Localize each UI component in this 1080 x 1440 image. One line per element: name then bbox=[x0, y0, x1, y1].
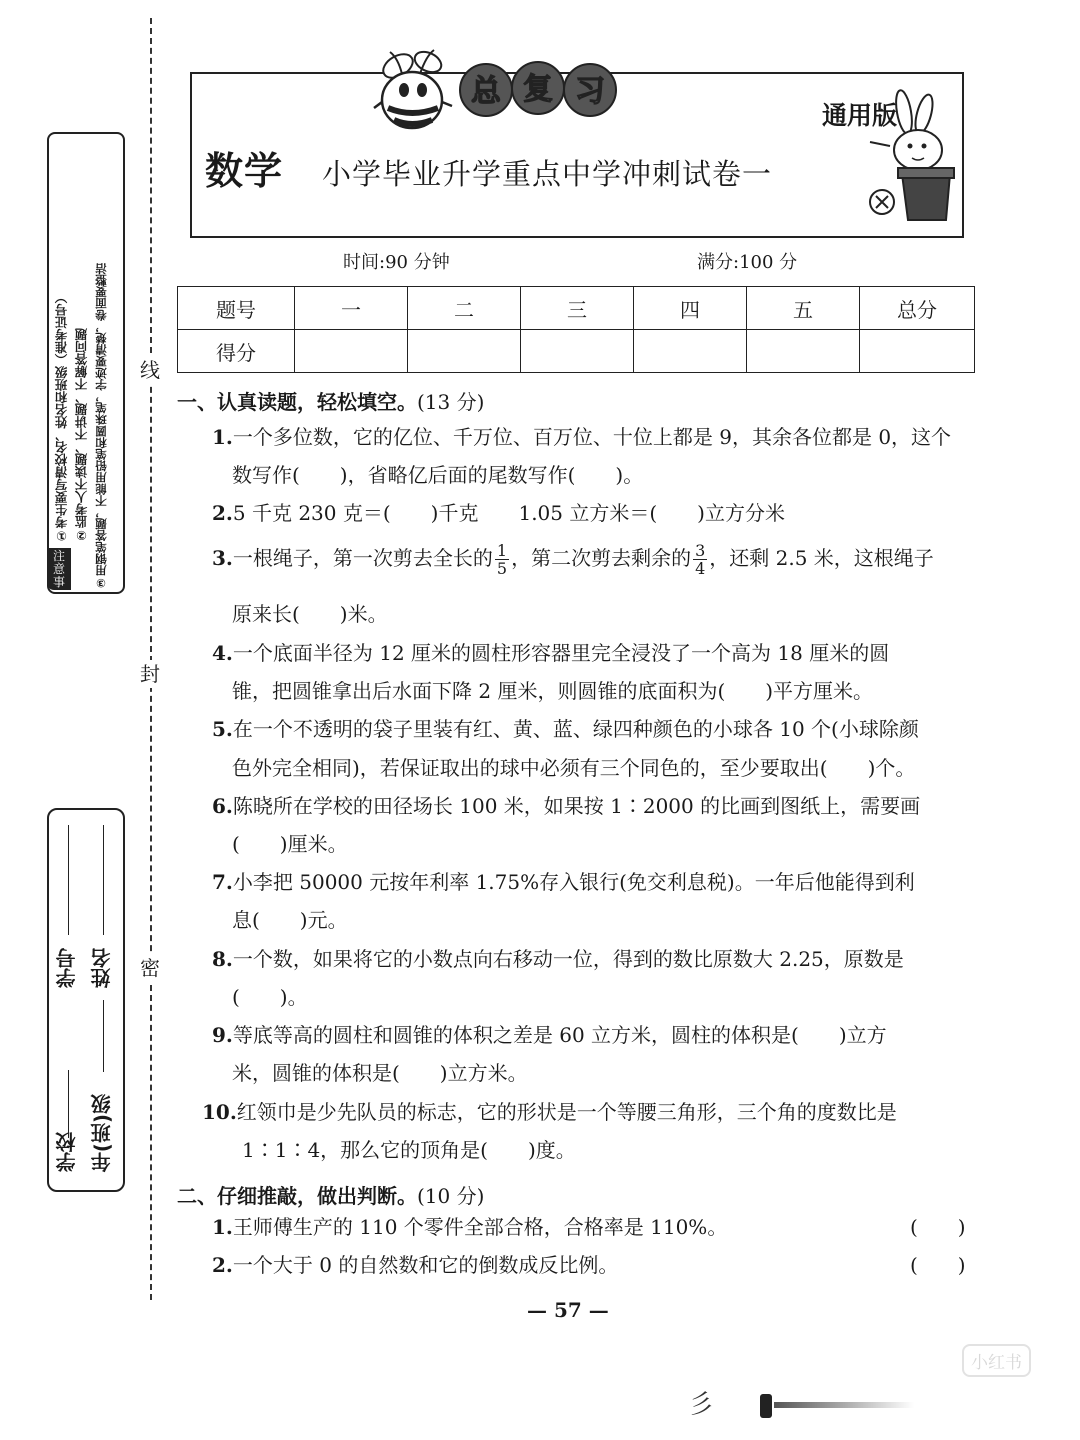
exam-time: 时间:90 分钟 bbox=[343, 252, 450, 273]
question-3-line-1: 3.一根绳子，第一次剪去全长的 $\frac{1}{5}$ ，第二次剪去剩余的 $\frac{3}{4}$ ，还剩 2.5 米，这根绳子 bbox=[212, 541, 934, 578]
question-7-line-1: 7.小李把 50000 元按年利率 1.75%存入银行(免交利息税)。一年后他能得到利 bbox=[212, 870, 915, 894]
judge-answer-2[interactable]: ( ) bbox=[910, 1253, 966, 1277]
binding-char-secret: 密 bbox=[140, 956, 160, 980]
table-cell: 总分 bbox=[860, 287, 975, 330]
question-3-line-2: 原来长( )米。 bbox=[232, 602, 388, 626]
rabbit-mascot-icon bbox=[862, 86, 958, 226]
score-blank-cell[interactable] bbox=[634, 330, 747, 373]
table-cell: 得分 bbox=[178, 330, 295, 373]
school-blank bbox=[68, 1070, 69, 1138]
question-9-line-1: 9.等底等高的圆柱和圆锥的体积之差是 60 立方米，圆柱的体积是( )立方 bbox=[212, 1023, 887, 1047]
notice-title: 注 意 事 bbox=[47, 548, 71, 590]
grade-class-blank bbox=[103, 1000, 104, 1072]
badge-char-1: 总 bbox=[471, 74, 501, 109]
notice-line-3: ③用钢笔答题，不能用铅笔和圆珠笔，字迹要清楚，卷面要整洁 bbox=[94, 262, 108, 590]
question-7-line-2: 息( )元。 bbox=[232, 908, 348, 932]
question-1-line-2: 数写作( )，省略亿后面的尾数写作( )。 bbox=[232, 463, 644, 487]
score-blank-cell[interactable] bbox=[295, 330, 408, 373]
table-cell: 题号 bbox=[178, 287, 295, 330]
question-5-line-2: 色外完全相同)，若保证取出的球中必须有三个同色的，至少要取出( )个。 bbox=[232, 756, 916, 780]
question-2: 2.5 千克 230 克＝( )千克 1.05 立方米＝( )立方分米 bbox=[212, 501, 785, 525]
judge-answer-1[interactable]: ( ) bbox=[910, 1215, 966, 1239]
table-cell: 四 bbox=[634, 287, 747, 330]
fraction-one-fifth: $\frac{1}{5}$ bbox=[496, 541, 508, 578]
score-blank-cell[interactable] bbox=[521, 330, 634, 373]
name-blank bbox=[103, 825, 104, 935]
question-5-line-1: 5.在一个不透明的袋子里装有红、黄、蓝、绿四种颜色的小球各 10 个(小球除颜 bbox=[212, 717, 919, 741]
judge-question-2: 2.一个大于 0 的自然数和它的倒数成反比例。 bbox=[212, 1253, 619, 1277]
question-10-line-2: 1∶1∶4，那么它的顶角是( )度。 bbox=[242, 1138, 576, 1162]
notice-line-1: ①考生要写清校名、姓名和班级（准考证号） bbox=[54, 290, 69, 543]
school-label: 学校 bbox=[55, 1132, 79, 1172]
score-blank-cell[interactable] bbox=[408, 330, 521, 373]
student-no-label: 学号 bbox=[55, 948, 79, 988]
footer-glyph: 彡 bbox=[688, 1390, 715, 1420]
question-1-line-1: 1.一个多位数，它的亿位、千万位、百万位、十位上都是 9，其余各位都是 0，这个 bbox=[212, 425, 952, 449]
page-number: — 57 — bbox=[527, 1298, 609, 1322]
badge-char-2: 复 bbox=[523, 72, 553, 107]
bee-mascot-icon bbox=[368, 44, 620, 136]
table-cell: 一 bbox=[295, 287, 408, 330]
edition-label: 通用版 bbox=[822, 101, 898, 130]
section-1-title: 一、认真读题，轻松填空。(13 分) bbox=[177, 390, 485, 414]
question-6-line-1: 6.陈晓所在学校的田径场长 100 米，如果按 1∶2000 的比画到图纸上，需要画 bbox=[212, 794, 921, 818]
watermark-logo: 小红书 bbox=[962, 1344, 1031, 1377]
badge-char-3: 习 bbox=[575, 74, 605, 109]
question-10-line-1: 10.红领巾是少先队员的标志，它的形状是一个等腰三角形，三个角的度数比是 bbox=[202, 1100, 897, 1124]
question-9-line-2: 米，圆锥的体积是( )立方米。 bbox=[232, 1061, 528, 1085]
binding-char-line: 线 bbox=[140, 358, 160, 382]
table-cell: 三 bbox=[521, 287, 634, 330]
full-score: 满分:100 分 bbox=[697, 252, 798, 273]
table-cell: 二 bbox=[408, 287, 521, 330]
progress-fade-bar bbox=[740, 1388, 920, 1422]
score-blank-cell[interactable] bbox=[747, 330, 860, 373]
section-2-title: 二、仔细推敲，做出判断。(10 分) bbox=[177, 1184, 485, 1208]
notice-line-2: ②监考人不读题、不讲题、不解答问题 bbox=[74, 328, 89, 543]
student-no-blank bbox=[68, 825, 69, 935]
score-blank-cell[interactable] bbox=[860, 330, 975, 373]
question-4-line-2: 锥，把圆锥拿出后水面下降 2 厘米，则圆锥的底面积为( )平方厘米。 bbox=[232, 679, 874, 703]
question-4-line-1: 4.一个底面半径为 12 厘米的圆柱形容器里完全浸没了一个高为 18 厘米的圆 bbox=[212, 641, 890, 665]
score-table-score-row bbox=[178, 330, 975, 373]
grade-class-label: 年(班)级 bbox=[90, 1093, 114, 1172]
judge-question-1: 1.王师傅生产的 110 个零件全部合格，合格率是 110%。 bbox=[212, 1215, 728, 1239]
name-label: 姓名 bbox=[90, 948, 114, 988]
question-6-line-2: ( )厘米。 bbox=[232, 832, 348, 856]
binding-dashed-line bbox=[150, 18, 152, 1300]
question-8-line-1: 8.一个数，如果将它的小数点向右移动一位，得到的数比原数大 2.25，原数是 bbox=[212, 947, 904, 971]
table-cell: 五 bbox=[747, 287, 860, 330]
score-table bbox=[177, 286, 975, 373]
exam-title: 小学毕业升学重点中学冲刺试卷一 bbox=[322, 157, 773, 191]
score-table-header-row bbox=[178, 287, 975, 330]
question-8-line-2: ( )。 bbox=[232, 985, 308, 1009]
subject-title: 数学 bbox=[205, 149, 284, 193]
fraction-three-fourths: $\frac{3}{4}$ bbox=[695, 541, 706, 578]
binding-char-seal: 封 bbox=[140, 662, 160, 686]
